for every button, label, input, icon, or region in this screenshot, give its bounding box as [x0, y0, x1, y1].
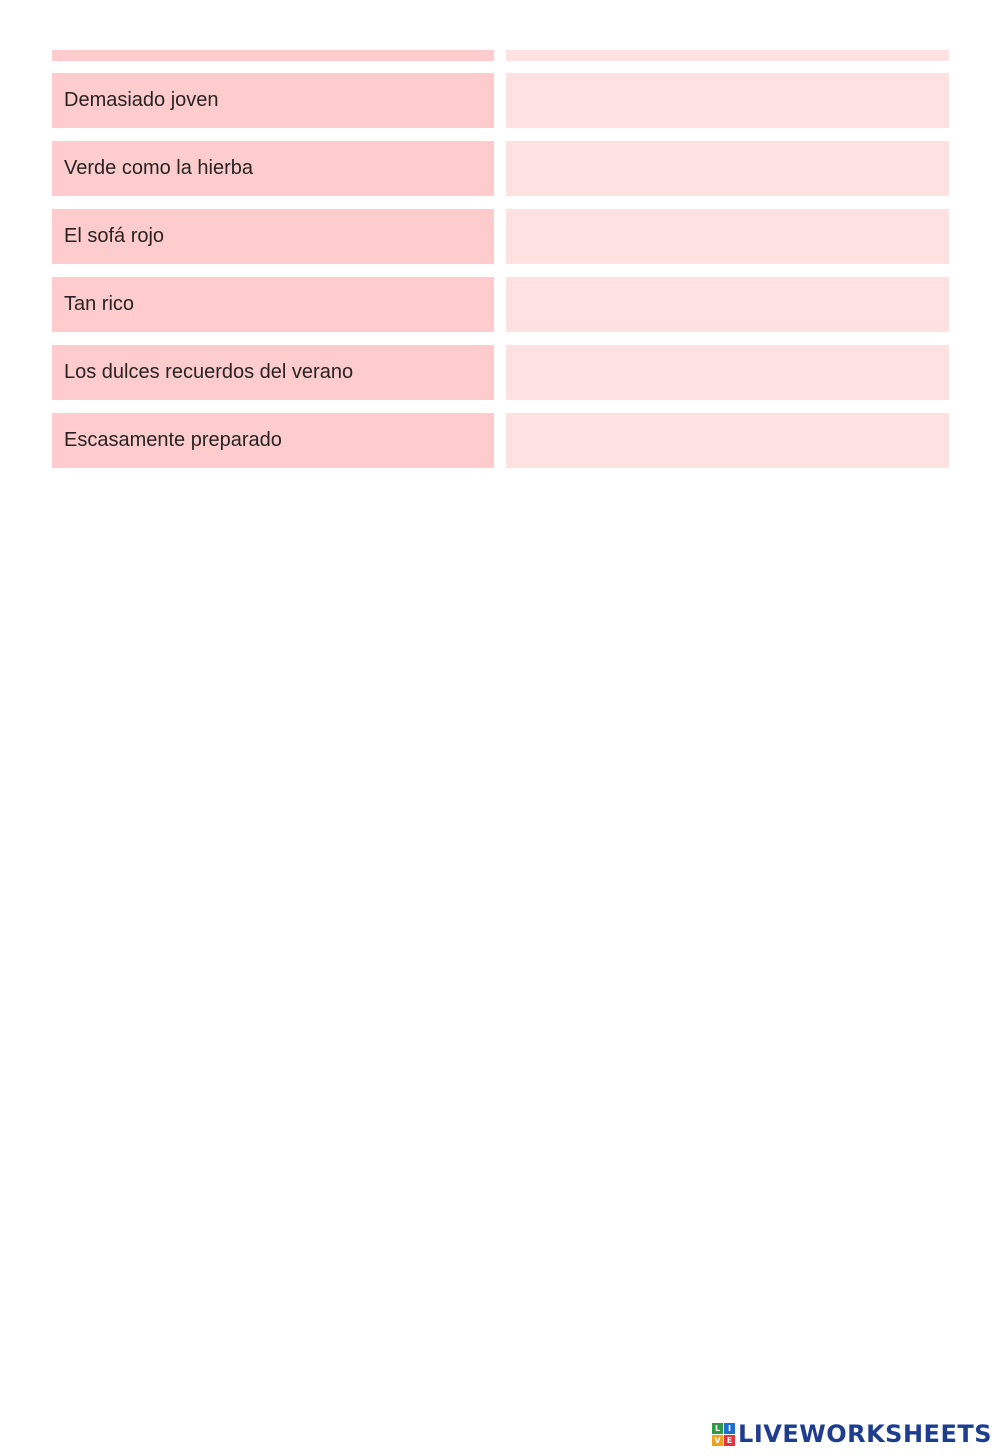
phrase-cell: El sofá rojo	[52, 209, 494, 264]
logo-icon	[712, 1423, 735, 1446]
table-row	[52, 73, 949, 128]
table-row	[52, 277, 949, 332]
answer-input[interactable]	[506, 73, 949, 128]
worksheet-table	[52, 50, 949, 481]
phrase-cell: Escasamente preparado	[52, 413, 494, 468]
phrase-cell: Demasiado joven	[52, 73, 494, 128]
table-row	[52, 345, 949, 400]
table-row	[52, 141, 949, 196]
table-row	[52, 413, 949, 468]
answer-input[interactable]	[506, 277, 949, 332]
answer-cell	[506, 50, 949, 61]
phrase-cell: Tan rico	[52, 277, 494, 332]
table-row-partial	[52, 50, 949, 61]
answer-input[interactable]	[506, 209, 949, 264]
logo-letter-i: I	[724, 1423, 735, 1434]
answer-input[interactable]	[506, 345, 949, 400]
logo-letter-v: V	[712, 1435, 723, 1446]
answer-input[interactable]	[506, 141, 949, 196]
phrase-cell	[52, 50, 494, 61]
logo-letter-l: L	[712, 1423, 723, 1434]
phrase-cell: Los dulces recuerdos del verano	[52, 345, 494, 400]
logo-letter-e: E	[724, 1435, 735, 1446]
answer-input[interactable]	[506, 413, 949, 468]
phrase-cell: Verde como la hierba	[52, 141, 494, 196]
table-row	[52, 209, 949, 264]
logo-text: LIVEWORKSHEETS	[738, 1420, 992, 1448]
liveworksheets-logo	[712, 1420, 992, 1448]
